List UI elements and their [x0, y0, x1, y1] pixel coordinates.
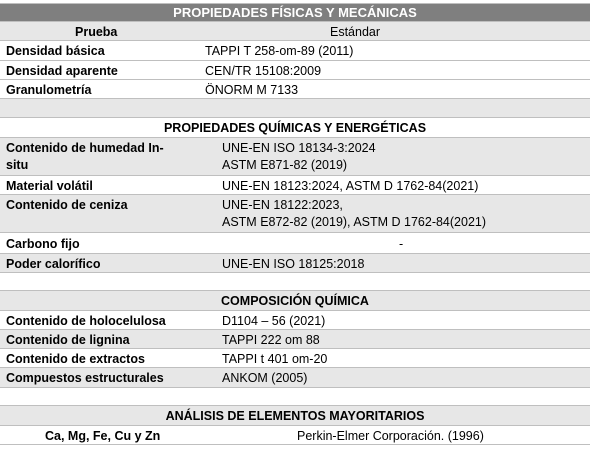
section-elements-title: ANÁLISIS DE ELEMENTOS MAYORITARIOS — [165, 409, 425, 423]
standard-value: ANKOM (2005) — [222, 371, 308, 385]
table-row — [0, 253, 590, 272]
section-composition-title-row — [0, 290, 590, 310]
section-elements-title-row — [0, 405, 590, 425]
standard-value: Perkin-Elmer Corporación. (1996) — [297, 429, 484, 443]
spacer-row — [0, 387, 590, 405]
standard-value: TAPPI t 401 om-20 — [222, 352, 328, 366]
standard-value: UNE-EN 18122:2023, — [222, 198, 343, 212]
spacer-row — [0, 272, 590, 290]
table-row — [0, 310, 590, 329]
standard-value: - — [399, 237, 404, 251]
section-chemical-title: PROPIEDADES QUÍMICAS Y ENERGÉTICAS — [163, 121, 427, 135]
table-row — [0, 367, 590, 387]
table-row — [0, 60, 590, 79]
property-label: Contenido de lignina — [6, 333, 130, 347]
table-row — [0, 194, 590, 232]
property-label: Granulometría — [6, 83, 92, 97]
standard-value: CEN/TR 15108:2009 — [205, 64, 322, 78]
table-row — [0, 137, 590, 175]
header-estandar: Estándar — [330, 25, 381, 39]
standard-value-cont: ASTM E871-82 (2019) — [222, 158, 348, 172]
table-row — [0, 425, 590, 445]
property-label: Ca, Mg, Fe, Cu y Zn — [45, 429, 161, 443]
property-label: Contenido de humedad In- — [6, 141, 164, 155]
header-prueba: Prueba — [75, 25, 118, 39]
property-label: Material volátil — [6, 179, 93, 193]
standard-value: TAPPI T 258-om-89 (2011) — [205, 44, 354, 58]
standard-value: UNE-EN ISO 18125:2018 — [222, 257, 365, 271]
standard-value: ÖNORM M 7133 — [205, 83, 299, 97]
table-row — [0, 232, 590, 253]
property-label: Densidad aparente — [6, 64, 118, 78]
standard-value: TAPPI 222 om 88 — [222, 333, 320, 347]
section-physical-title: PROPIEDADES FÍSICAS Y MECÁNICAS — [173, 5, 417, 20]
table-row — [0, 329, 590, 348]
property-label: Contenido de ceniza — [6, 198, 128, 212]
spacer-row — [0, 98, 590, 117]
table-header-row — [0, 21, 590, 40]
section-composition-title: COMPOSICIÓN QUÍMICA — [221, 294, 369, 308]
property-label: Compuestos estructurales — [6, 371, 164, 385]
standard-value: UNE-EN ISO 18134-3:2024 — [222, 141, 376, 155]
table-row — [0, 348, 590, 367]
table-row — [0, 40, 590, 60]
property-label: Densidad básica — [6, 44, 105, 58]
table-row — [0, 79, 590, 98]
standard-value: UNE-EN 18123:2024, ASTM D 1762-84(2021) — [222, 179, 479, 193]
standard-value-cont: ASTM E872-82 (2019), ASTM D 1762-84(2021) — [222, 215, 487, 229]
property-label: Contenido de extractos — [6, 352, 145, 366]
property-label: Poder calorífico — [6, 257, 101, 271]
section-physical-title-row — [0, 3, 590, 21]
property-label-cont: situ — [6, 158, 29, 172]
property-label: Contenido de holocelulosa — [6, 314, 166, 328]
standard-value: D1104 – 56 (2021) — [222, 314, 326, 328]
property-label: Carbono fijo — [6, 237, 80, 251]
section-chemical-title-row — [0, 117, 590, 137]
table-row — [0, 175, 590, 194]
